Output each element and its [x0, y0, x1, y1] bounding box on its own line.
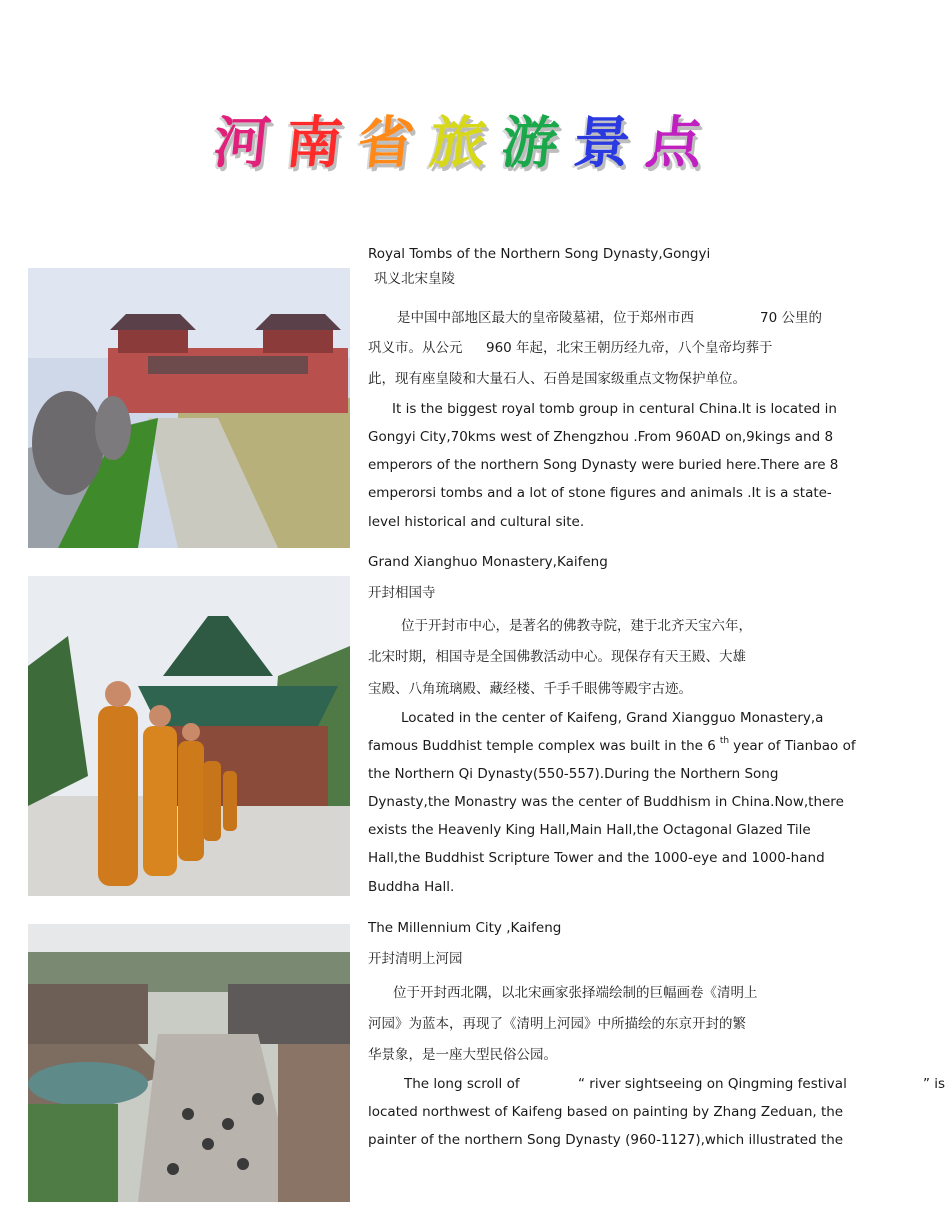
- section-title-cn: 巩义北宋皇陵: [374, 271, 455, 287]
- en-paragraph-line: exists the Heavenly King Hall,Main Hall,the Octagonal Glazed Tile: [368, 822, 811, 838]
- title-char-4: 旅: [426, 110, 490, 176]
- cn-paragraph-line: 北宋时期，相国寺是全国佛教活动中心。现保存有天王殿、大雄: [368, 649, 746, 665]
- section-title-cn: 开封相国寺: [368, 585, 436, 601]
- en-paragraph-line: Hall,the Buddhist Scripture Tower and the 1000-eye and 1000-hand: [368, 850, 825, 866]
- en-paragraph-line: Located in the center of Kaifeng, Grand Xiangguo Monastery,a: [401, 710, 824, 726]
- en-paragraph-line: The long scroll of: [404, 1076, 520, 1092]
- cn-paragraph-line: 此，现有座皇陵和大量石人、石兽是国家级重点文物保护单位。: [368, 371, 746, 387]
- photo-xiangguo-monastery: [28, 576, 350, 896]
- en-paragraph-line: level historical and cultural site.: [368, 514, 585, 530]
- cn-paragraph-line: 河园》为蓝本，再现了《清明上河园》中所描绘的东京开封的繁: [368, 1016, 746, 1032]
- en-paragraph-line: It is the biggest royal tomb group in centural China.It is located in: [392, 401, 837, 417]
- superscript-th: th: [719, 736, 730, 746]
- photo-millennium-city: [28, 924, 350, 1202]
- title-char-6: 景: [570, 110, 634, 176]
- title-char-5: 游: [498, 110, 562, 176]
- title-char-2: 南: [282, 110, 346, 176]
- en-paragraph-line: ” is: [923, 1076, 946, 1092]
- page-title: [200, 108, 720, 188]
- cn-paragraph-line: 是中国中部地区最大的皇帝陵墓裙，位于郑州市西: [397, 310, 694, 326]
- en-paragraph-line: Dynasty,the Monastry was the center of Buddhism in China.Now,there: [368, 794, 844, 810]
- cn-paragraph-line: 960 年起，北宋王朝历经九帝，八个皇帝均葬于: [486, 340, 773, 356]
- section-title-en: Grand Xianghuo Monastery,Kaifeng: [368, 554, 608, 570]
- section-title-en: The Millennium City ,Kaifeng: [368, 920, 562, 936]
- en-paragraph-line: Gongyi City,70kms west of Zhengzhou .From 960AD on,9kings and 8: [368, 429, 834, 445]
- en-paragraph-line: “ river sightseeing on Qingming festival: [578, 1076, 847, 1092]
- en-text: famous Buddhist temple complex was built in the 6: [368, 738, 716, 754]
- cn-paragraph-line: 70 公里的: [760, 310, 822, 326]
- photo-royal-tombs: [28, 268, 350, 548]
- en-paragraph-line: Buddha Hall.: [368, 879, 455, 895]
- en-paragraph-line: emperorsi tombs and a lot of stone figures and animals .It is a state-: [368, 485, 832, 501]
- cn-paragraph-line: 华景象，是一座大型民俗公园。: [368, 1047, 557, 1063]
- section-title-en: Royal Tombs of the Northern Song Dynasty,Gongyi: [368, 246, 711, 262]
- en-paragraph-line: emperors of the northern Song Dynasty were buried here.There are 8: [368, 457, 839, 473]
- en-paragraph-line: the Northern Qi Dynasty(550-557).During the Northern Song: [368, 766, 779, 782]
- title-char-1: 河: [210, 110, 274, 176]
- title-char-7: 点: [642, 110, 706, 176]
- cn-paragraph-line: 位于开封市中心，是著名的佛教寺院，建于北齐天宝六年，: [401, 618, 752, 634]
- en-text: year of Tianbao of: [733, 738, 856, 754]
- cn-paragraph-line: 宝殿、八角琉璃殿、藏经楼、千手千眼佛等殿宇古迹。: [368, 681, 692, 697]
- cn-paragraph-line: 位于开封西北隅，以北宋画家张择端绘制的巨幅画卷《清明上: [393, 985, 758, 1001]
- title-char-3: 省: [354, 110, 418, 176]
- en-paragraph-line: [368, 738, 856, 754]
- en-paragraph-line: painter of the northern Song Dynasty (960-1127),which illustrated the: [368, 1132, 844, 1148]
- en-paragraph-line: located northwest of Kaifeng based on painting by Zhang Zeduan, the: [368, 1104, 844, 1120]
- cn-paragraph-line: 巩义市。从公元: [368, 340, 463, 356]
- section-title-cn: 开封清明上河园: [368, 951, 463, 967]
